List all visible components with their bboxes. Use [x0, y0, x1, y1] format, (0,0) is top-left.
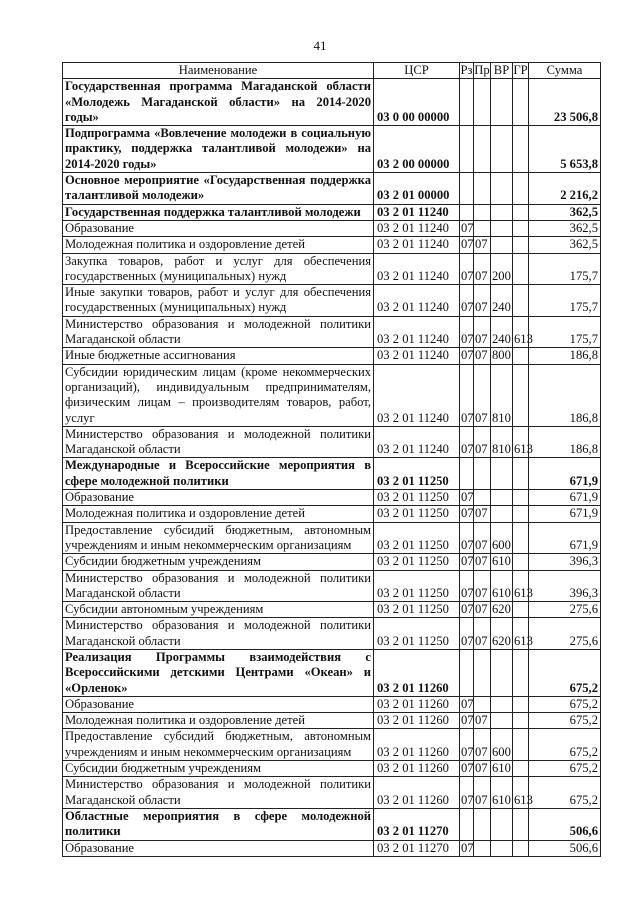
cell-csr: 03 2 01 11240	[374, 348, 460, 364]
cell-vr: 610	[491, 570, 513, 602]
cell-gr	[513, 237, 529, 253]
cell-name: Министерство образования и молодежной политики Магаданской области	[63, 426, 374, 458]
cell-rz: 07	[461, 348, 474, 363]
cell-csr: 03 2 01 11250	[374, 522, 460, 554]
cell-gr	[513, 602, 529, 618]
cell-gr	[513, 729, 529, 761]
cell-pr: 07	[474, 237, 491, 253]
cell-csr: 03 2 01 11250	[374, 490, 460, 506]
cell-vr: 620	[491, 618, 513, 650]
table-row	[63, 348, 601, 364]
table-row	[63, 316, 601, 348]
cell-pr: 07	[474, 426, 491, 458]
cell-pr	[474, 696, 491, 712]
cell-vr	[491, 173, 513, 205]
cell-name: Международные и Всероссийские мероприятия в сфере молодежной политики	[63, 458, 374, 490]
cell-pr	[474, 649, 491, 696]
cell-sum: 186,8	[529, 426, 601, 458]
cell-rz: 07	[461, 713, 474, 728]
cell-vr	[491, 126, 513, 173]
cell-vr: 610	[492, 761, 511, 776]
cell-pr: 07	[474, 554, 491, 570]
cell-name: Закупка товаров, работ и услуг для обеспечения государственных (муниципальных) нужд	[63, 253, 374, 285]
cell-gr: 613	[513, 316, 529, 348]
cell-gr	[513, 204, 529, 220]
cell-pr: 07	[474, 253, 491, 285]
cell-rz: 07	[461, 490, 474, 505]
cell-rz: 07	[461, 237, 474, 252]
cell-rz	[460, 808, 474, 840]
cell-rz: 07	[460, 570, 474, 602]
cell-pr	[474, 173, 491, 205]
cell-gr	[513, 285, 529, 317]
cell-csr: 03 2 01 11260	[374, 777, 460, 809]
cell-sum: 275,6	[529, 618, 601, 650]
cell-name: Реализация Программы взаимодействия с Всероссийскими детскими Центрами «Океан» и «Орленок»	[63, 649, 374, 696]
cell-csr: 03 2 01 11240	[374, 204, 460, 220]
cell-sum: 2 216,2	[529, 173, 601, 205]
cell-sum: 506,6	[529, 840, 601, 856]
cell-csr: 03 2 01 11260	[374, 696, 460, 712]
cell-pr: 07	[474, 729, 491, 761]
cell-vr: 610	[492, 554, 511, 569]
table-row	[63, 458, 601, 490]
cell-sum: 675,2	[529, 729, 601, 761]
cell-gr: 613	[513, 426, 529, 458]
cell-csr: 03 2 01 11240	[374, 220, 460, 236]
cell-name: Субсидии бюджетным учреждениям	[63, 761, 374, 777]
cell-pr: 07	[474, 761, 491, 777]
table-row	[63, 761, 601, 777]
cell-gr	[513, 649, 529, 696]
cell-name: Министерство образования и молодежной политики Магаданской области	[63, 570, 374, 602]
cell-pr: 07	[474, 316, 491, 348]
cell-sum: 275,6	[529, 602, 601, 618]
header-vr: ВР	[491, 63, 513, 79]
cell-gr	[513, 126, 529, 173]
cell-vr	[491, 458, 513, 490]
cell-name: Молодежная политика и оздоровление детей	[63, 237, 374, 253]
cell-name: Образование	[63, 696, 374, 712]
cell-name: Образование	[63, 490, 374, 506]
cell-sum: 675,2	[529, 696, 601, 712]
cell-name: Основное мероприятие «Государственная поддержка талантливой молодежи»	[63, 173, 374, 205]
table-row	[63, 522, 601, 554]
table-row	[63, 173, 601, 205]
cell-rz: 07	[461, 506, 474, 521]
cell-sum: 5 653,8	[529, 126, 601, 173]
cell-pr	[474, 490, 491, 506]
cell-sum: 396,3	[529, 554, 601, 570]
cell-pr: 07	[474, 713, 491, 729]
cell-sum: 186,8	[529, 364, 601, 426]
cell-name: Предоставление субсидий бюджетным, автономным учреждениям и иным некоммерческим организациям	[63, 729, 374, 761]
table-row	[63, 126, 601, 173]
cell-pr: 07	[474, 364, 491, 426]
cell-rz: 07	[461, 554, 474, 569]
cell-gr	[513, 348, 529, 364]
cell-pr: 07	[474, 777, 491, 809]
cell-gr	[513, 522, 529, 554]
table-row	[63, 808, 601, 840]
table-row	[63, 840, 601, 856]
cell-vr	[491, 649, 513, 696]
cell-csr: 03 0 00 00000	[374, 79, 460, 126]
cell-vr: 240	[491, 285, 513, 317]
cell-pr: 07	[474, 570, 491, 602]
cell-gr	[513, 173, 529, 205]
cell-vr: 200	[491, 253, 513, 285]
cell-sum: 671,9	[529, 458, 601, 490]
cell-gr	[513, 696, 529, 712]
cell-csr: 03 2 01 11270	[374, 808, 460, 840]
cell-rz: 07	[460, 285, 474, 317]
cell-csr: 03 2 01 11250	[374, 458, 460, 490]
table-row	[63, 777, 601, 809]
cell-pr: 07	[474, 285, 491, 317]
cell-sum: 675,2	[529, 649, 601, 696]
cell-name: Государственная поддержка талантливой молодежи	[63, 204, 374, 220]
cell-rz: 07	[461, 602, 474, 617]
table-row	[63, 426, 601, 458]
cell-csr: 03 2 01 11240	[374, 285, 460, 317]
cell-rz	[460, 458, 474, 490]
cell-rz: 07	[460, 777, 474, 809]
cell-vr	[491, 713, 513, 729]
cell-pr: 07	[474, 506, 491, 522]
cell-sum: 671,9	[529, 490, 601, 506]
cell-sum: 671,9	[529, 522, 601, 554]
cell-sum: 23 506,8	[529, 79, 601, 126]
cell-name: Областные мероприятия в сфере молодежной политики	[63, 808, 374, 840]
cell-sum: 675,2	[529, 777, 601, 809]
cell-name: Субсидии юридическим лицам (кроме некоммерческих организаций), индивидуальным предпринимателям, физическим лицам – производителям товаров, работ, услуг	[63, 364, 374, 426]
cell-sum: 186,8	[529, 348, 601, 364]
cell-rz: 07	[460, 729, 474, 761]
cell-vr: 800	[492, 348, 511, 363]
table-row	[63, 285, 601, 317]
cell-rz: 07	[460, 316, 474, 348]
cell-vr: 600	[491, 522, 513, 554]
table-row	[63, 490, 601, 506]
table-row	[63, 570, 601, 602]
cell-name: Государственная программа Магаданской области «Молодежь Магаданской области» на 2014-2020 годы»	[63, 79, 374, 126]
cell-sum: 396,3	[529, 570, 601, 602]
cell-pr: 07	[474, 602, 491, 618]
cell-rz: 07	[461, 761, 474, 776]
table-row	[63, 618, 601, 650]
cell-csr: 03 2 01 11250	[374, 554, 460, 570]
cell-sum: 506,6	[529, 808, 601, 840]
cell-rz: 07	[461, 220, 474, 235]
cell-csr: 03 2 01 11250	[374, 618, 460, 650]
header-csr: ЦСР	[374, 63, 460, 79]
cell-name: Молодежная политика и оздоровление детей	[63, 713, 374, 729]
cell-name: Субсидии бюджетным учреждениям	[63, 554, 374, 570]
cell-csr: 03 2 01 11240	[374, 364, 460, 426]
cell-name: Предоставление субсидий бюджетным, автономным учреждениям и иным некоммерческим организациям	[63, 522, 374, 554]
cell-rz: 07	[460, 522, 474, 554]
cell-gr	[513, 554, 529, 570]
cell-pr: 07	[474, 348, 491, 364]
cell-vr	[491, 220, 513, 236]
cell-rz	[460, 204, 474, 220]
cell-csr: 03 2 01 11260	[374, 761, 460, 777]
cell-csr: 03 2 01 11240	[374, 253, 460, 285]
cell-vr: 620	[492, 602, 511, 617]
cell-gr	[513, 840, 529, 856]
cell-vr	[491, 696, 513, 712]
cell-vr	[491, 490, 513, 506]
cell-sum: 175,7	[529, 316, 601, 348]
header-rz: Рз	[460, 63, 473, 77]
cell-pr: 07	[474, 618, 491, 650]
cell-gr: 613	[513, 618, 529, 650]
cell-name: Молодежная политика и оздоровление детей	[63, 506, 374, 522]
cell-rz: 07	[460, 426, 474, 458]
cell-gr	[513, 713, 529, 729]
header-sum: Сумма	[529, 63, 601, 79]
cell-gr	[513, 490, 529, 506]
cell-sum: 671,9	[529, 506, 601, 522]
header-gr: ГР	[513, 63, 528, 77]
table-row	[63, 79, 601, 126]
cell-csr: 03 2 00 00000	[374, 126, 460, 173]
cell-csr: 03 2 01 11250	[374, 506, 460, 522]
cell-sum: 362,5	[529, 220, 601, 236]
table-row	[63, 713, 601, 729]
cell-pr	[474, 840, 491, 856]
cell-gr	[513, 364, 529, 426]
cell-sum: 362,5	[529, 237, 601, 253]
cell-gr	[513, 761, 529, 777]
header-pr: Пр	[474, 63, 490, 77]
cell-pr	[474, 79, 491, 126]
cell-name: Министерство образования и молодежной политики Магаданской области	[63, 777, 374, 809]
cell-name: Иные закупки товаров, работ и услуг для обеспечения государственных (муниципальных) нужд	[63, 285, 374, 317]
table-row	[63, 253, 601, 285]
cell-csr: 03 2 01 11240	[374, 316, 460, 348]
table-row	[63, 602, 601, 618]
cell-sum: 362,5	[529, 204, 601, 220]
cell-gr: 613	[513, 570, 529, 602]
cell-sum: 175,7	[529, 285, 601, 317]
cell-csr: 03 2 01 11270	[374, 840, 460, 856]
cell-csr: 03 2 01 11240	[374, 426, 460, 458]
cell-rz: 07	[460, 253, 474, 285]
cell-vr	[491, 79, 513, 126]
cell-gr	[513, 808, 529, 840]
table-row	[63, 729, 601, 761]
cell-vr	[491, 808, 513, 840]
cell-rz: 07	[460, 364, 474, 426]
cell-name: Министерство образования и молодежной политики Магаданской области	[63, 316, 374, 348]
cell-sum: 675,2	[529, 713, 601, 729]
cell-gr: 613	[513, 777, 529, 809]
page-number: 41	[313, 38, 327, 53]
cell-rz	[460, 79, 474, 126]
cell-pr	[474, 808, 491, 840]
table-row	[63, 696, 601, 712]
cell-vr	[491, 840, 513, 856]
cell-rz: 07	[461, 840, 474, 855]
cell-csr: 03 2 01 11260	[374, 649, 460, 696]
cell-csr: 03 2 01 11250	[374, 570, 460, 602]
table-header	[63, 63, 601, 79]
cell-sum: 675,2	[529, 761, 601, 777]
cell-csr: 03 2 01 11250	[374, 602, 460, 618]
cell-name: Образование	[63, 220, 374, 236]
cell-vr	[491, 237, 513, 253]
cell-gr	[513, 506, 529, 522]
cell-gr	[513, 253, 529, 285]
cell-vr: 610	[491, 777, 513, 809]
cell-vr: 810	[491, 364, 513, 426]
table-row	[63, 554, 601, 570]
cell-name: Иные бюджетные ассигнования	[63, 348, 374, 364]
cell-name: Министерство образования и молодежной политики Магаданской области	[63, 618, 374, 650]
cell-gr	[513, 220, 529, 236]
header-name: Наименование	[63, 63, 374, 79]
cell-pr	[474, 458, 491, 490]
cell-name: Субсидии автономным учреждениям	[63, 602, 374, 618]
table-row	[63, 204, 601, 220]
table-row	[63, 506, 601, 522]
cell-gr	[513, 79, 529, 126]
cell-vr: 810	[491, 426, 513, 458]
cell-vr	[491, 204, 513, 220]
cell-name: Образование	[63, 840, 374, 856]
budget-table	[62, 62, 601, 857]
cell-csr: 03 2 01 00000	[374, 173, 460, 205]
cell-sum: 175,7	[529, 253, 601, 285]
cell-pr: 07	[474, 522, 491, 554]
cell-vr: 240	[491, 316, 513, 348]
cell-rz: 07	[461, 696, 474, 711]
cell-rz	[460, 126, 474, 173]
cell-csr: 03 2 01 11260	[374, 713, 460, 729]
cell-pr	[474, 204, 491, 220]
cell-rz	[460, 173, 474, 205]
cell-gr	[513, 458, 529, 490]
cell-rz: 07	[460, 618, 474, 650]
table-row	[63, 364, 601, 426]
table-row	[63, 649, 601, 696]
table-row	[63, 220, 601, 236]
cell-name: Подпрограмма «Вовлечение молодежи в социальную практику, поддержка талантливой молодежи» на 2014-2020 годы»	[63, 126, 374, 173]
cell-pr	[474, 220, 491, 236]
cell-csr: 03 2 01 11260	[374, 729, 460, 761]
cell-vr	[491, 506, 513, 522]
cell-vr: 600	[491, 729, 513, 761]
cell-rz	[460, 649, 474, 696]
cell-pr	[474, 126, 491, 173]
cell-csr: 03 2 01 11240	[374, 237, 460, 253]
table-row	[63, 237, 601, 253]
